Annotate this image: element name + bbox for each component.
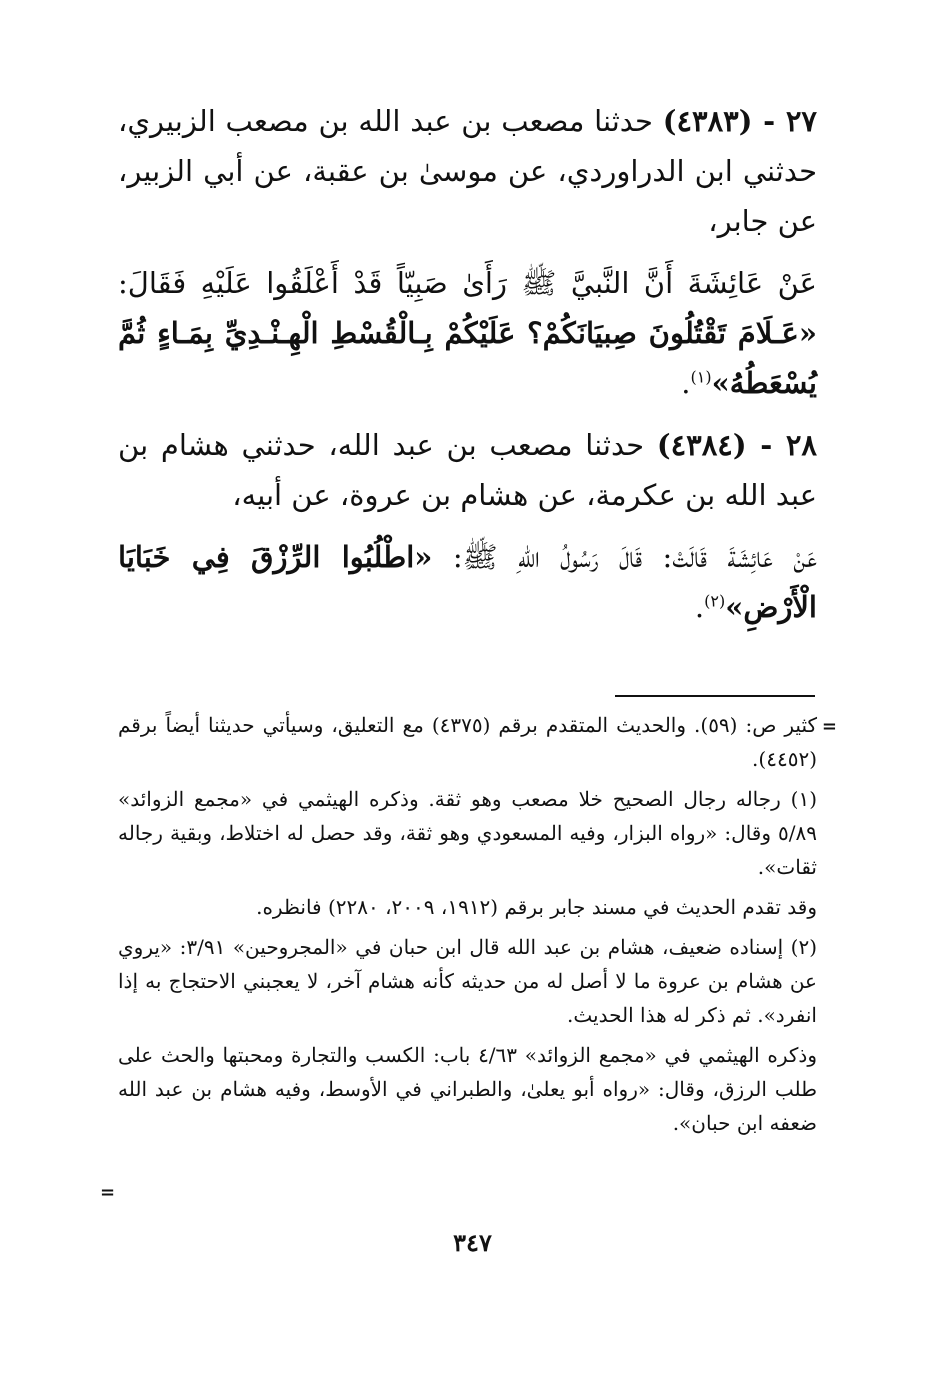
footnote-1: (١) رجاله رجال الصحيح خلا مصعب وهو ثقة. وذكره الهيثمي في «مجمع الزوائد» ٥/٨٩ وقال: «رواه البزار، وفيه المسعودي وهو ثقة، وقد حصل له اختلاط، وبقية رجاله ثقات». bbox=[118, 787, 817, 879]
continuation-mark: = bbox=[821, 716, 837, 737]
hadith-28-number: ٢٨ - (٤٣٨٤) bbox=[656, 428, 818, 462]
footnote-continuation: كثير ص: (٥٩). والحديث المتقدم برقم (٤٣٧٥) مع التعليق، وسيأتي حديثنا أيضاً برقم (٤٤٥٢). bbox=[118, 713, 817, 771]
hadith-27-matn-intro: عَنْ عَائِشَةَ أَنَّ النَّبيَّ ﷺ رَأَىٰ صَبِيّاً قَدْ أَعْلَقُوا عَلَيْهِ فَقَالَ: bbox=[118, 266, 817, 300]
hadith-27-end: . bbox=[681, 366, 691, 400]
footnote-1-cont: وقد تقدم الحديث في مسند جابر برقم (١٩١٢، ٢٠٠٩، ٢٢٨٠) فانظره. bbox=[256, 895, 817, 919]
footnote-ref-2[interactable]: (٢) bbox=[704, 591, 726, 611]
footnote-separator bbox=[615, 695, 815, 697]
footnote-2-cont: وذكره الهيثمي في «مجمع الزوائد» ٤/٦٣ باب: الكسب والتجارة ومحبتها والحث على طلب الرزق، وقال: «رواه أبو يعلىٰ، والطبراني في الأوسط، وفيه هشام بن عبد الله ضعفه ابن حبان». bbox=[118, 1043, 817, 1135]
footnote-ref-1[interactable]: (١) bbox=[690, 367, 712, 387]
hadith-27-number: ٢٧ - (٤٣٨٣) bbox=[662, 104, 817, 138]
footnote-2: (٢) إسناده ضعيف، هشام بن عبد الله قال ابن حبان في «المجروحين» ٣/٩١: «يروي عن هشام بن عروة ما لا أصل له من حديثه كأنه هشام آخر، لا يعجبني الاحتجاج به إذا انفرد». ثم ذكر له هذا الحديث. bbox=[118, 935, 818, 1027]
hadith-28-matn-quote: «اطْلُبُوا الرِّزْقَ فِي خَبَايَا الْأَرْضِ» bbox=[118, 540, 817, 624]
hadith-28-matn-intro: عَنْ عَائِشَةَ قَالَتْ: قَالَ رَسُولُ اللهِ ﷺ: bbox=[452, 540, 818, 574]
hadith-28-chain: حدثنا مصعب بن عبد الله، حدثني هشام بن عبد الله بن عكرمة، عن هشام بن عروة، عن أبيه، bbox=[118, 428, 817, 512]
hadith-28-end: . bbox=[694, 590, 705, 624]
hadith-27-matn bbox=[118, 258, 817, 408]
hadith-28-matn bbox=[118, 532, 817, 632]
footnotes bbox=[118, 708, 817, 1146]
hadith-27-chain: حدثنا مصعب بن عبد الله بن مصعب الزبيري، حدثني ابن الدراوردي، عن موسىٰ بن عقبة، عن أبي الزبير، عن جابر، bbox=[118, 104, 817, 238]
hadith-27-isnad bbox=[118, 96, 817, 246]
page-number: ٣٤٧ bbox=[453, 1228, 492, 1257]
hadith-27-matn-quote: «عَـلَامَ تَقْتُلُونَ صِبيَانَكُمْ؟ عَلَيْكُمْ بِـالْقُسْطِ الْهِـنْـدِيِّ بِمَـاءٍ ثُمَّ يُسْعَطُهُ» bbox=[118, 316, 817, 400]
hadith-28-isnad bbox=[118, 420, 817, 520]
main-text bbox=[118, 96, 817, 644]
continued-mark: = bbox=[100, 1182, 116, 1203]
